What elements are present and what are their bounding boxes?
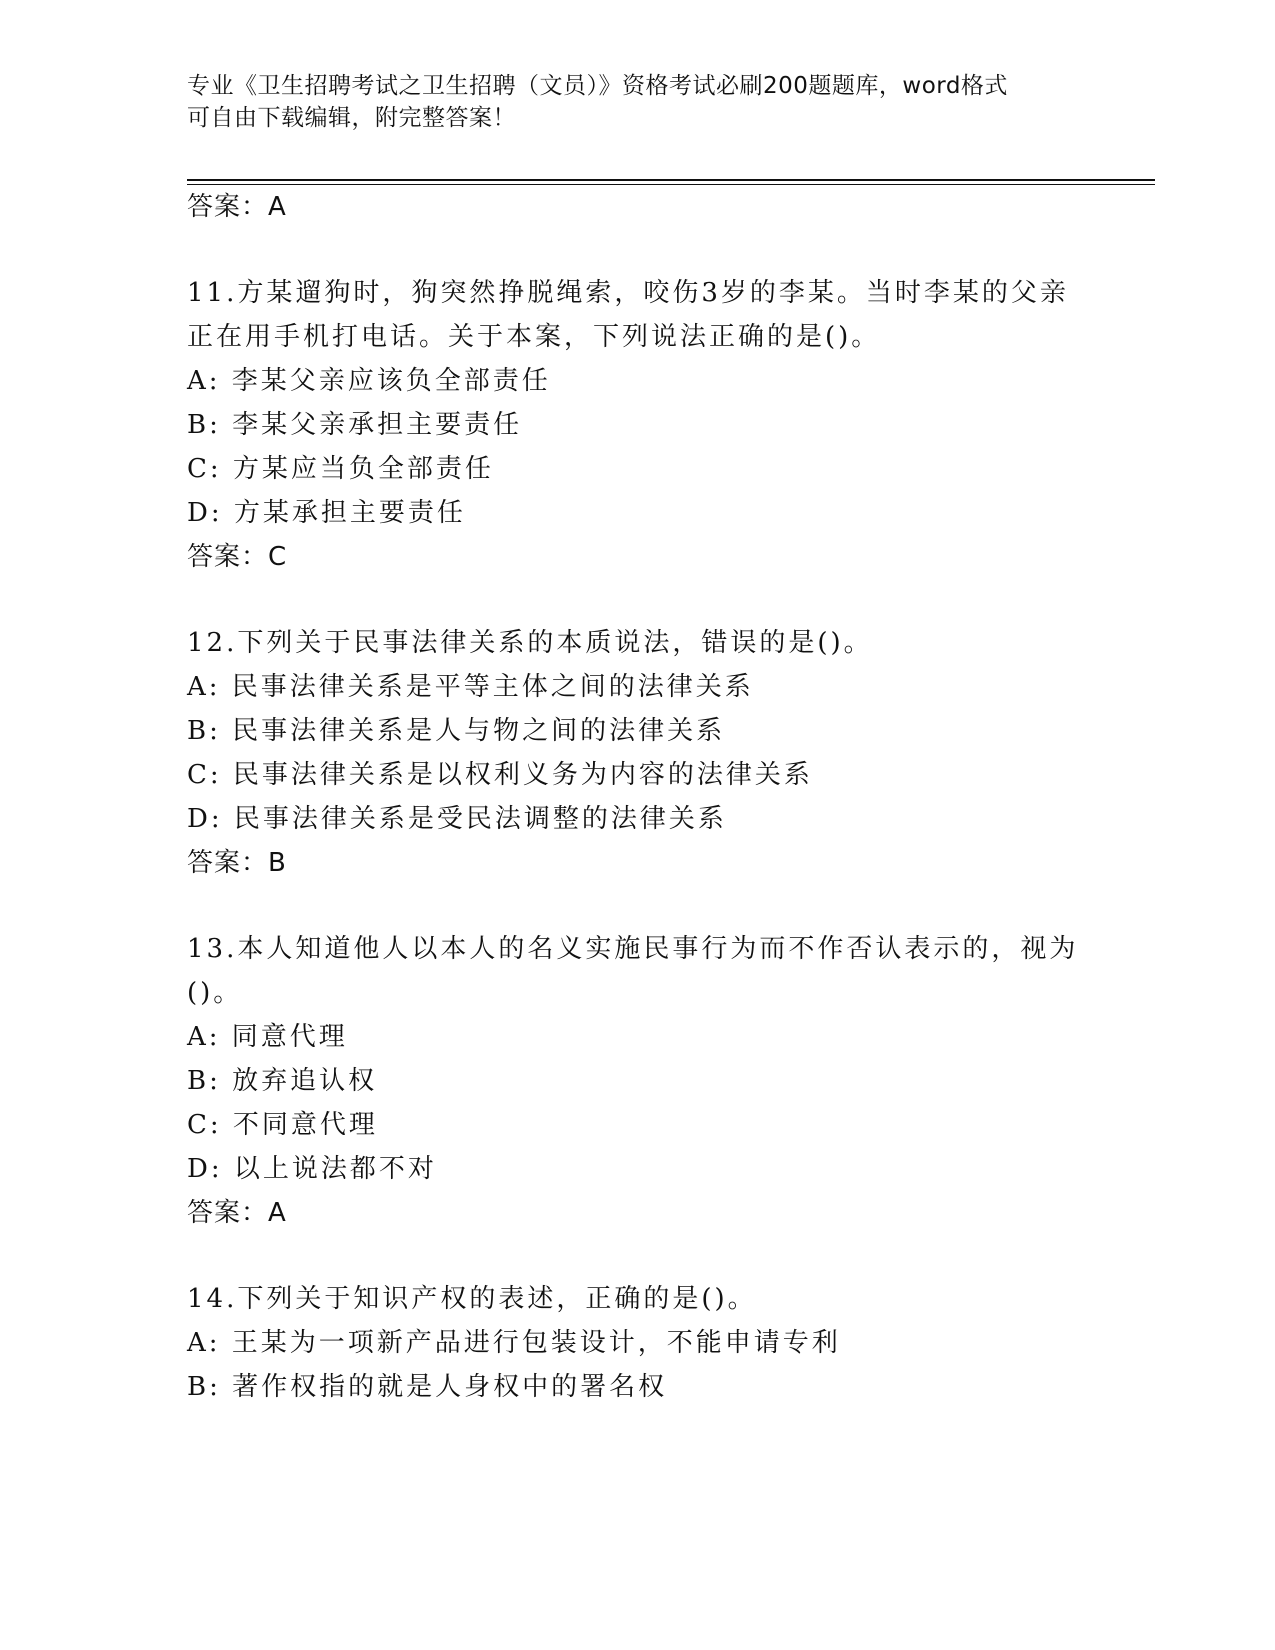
question-11-stem-1: 11.方某遛狗时，狗突然挣脱绳索，咬伤3岁的李某。当时李某的父亲 xyxy=(187,278,1069,308)
question-12-option-b: B: 民事法律关系是人与物之间的法律关系 xyxy=(187,716,726,746)
question-14-stem-1: 14.下列关于知识产权的表述，正确的是()。 xyxy=(187,1284,757,1314)
question-13-option-c: C: 不同意代理 xyxy=(187,1110,378,1140)
question-11-stem-2: 正在用手机打电话。关于本案，下列说法正确的是()。 xyxy=(187,322,881,352)
question-13-option-a: A: 同意代理 xyxy=(187,1022,348,1052)
answer-q11: 答案：C xyxy=(187,542,288,572)
question-11-option-a: A: 李某父亲应该负全部责任 xyxy=(187,366,551,396)
header-line-2: 可自由下载编辑，附完整答案！ xyxy=(187,105,516,131)
header-rule-thin xyxy=(187,184,1155,185)
answer-q13: 答案：A xyxy=(187,1198,287,1228)
question-12-stem-1: 12.下列关于民事法律关系的本质说法，错误的是()。 xyxy=(187,628,873,658)
question-12-option-d: D: 民事法律关系是受民法调整的法律关系 xyxy=(187,804,727,834)
question-11-option-c: C: 方某应当负全部责任 xyxy=(187,454,494,484)
question-13-stem-1: 13.本人知道他人以本人的名义实施民事行为而不作否认表示的，视为 xyxy=(187,934,1079,964)
answer-q12: 答案：B xyxy=(187,848,287,878)
question-14-option-b: B: 著作权指的就是人身权中的署名权 xyxy=(187,1372,668,1402)
question-13-option-b: B: 放弃追认权 xyxy=(187,1066,378,1096)
question-12-option-a: A: 民事法律关系是平等主体之间的法律关系 xyxy=(187,672,754,702)
document-header xyxy=(187,70,1067,134)
question-11-option-b: B: 李某父亲承担主要责任 xyxy=(187,410,523,440)
question-13-stem-2: ()。 xyxy=(187,978,243,1008)
answer-q10: 答案：A xyxy=(187,192,287,222)
question-12-option-c: C: 民事法律关系是以权利义务为内容的法律关系 xyxy=(187,760,813,790)
question-13-option-d: D: 以上说法都不对 xyxy=(187,1154,437,1184)
header-line-1: 专业《卫生招聘考试之卫生招聘（文员）》资格考试必刷200题题库，word格式 xyxy=(187,73,1008,99)
question-14-option-a: A: 王某为一项新产品进行包装设计，不能申请专利 xyxy=(187,1328,841,1358)
header-rule-thick xyxy=(187,179,1155,181)
question-11-option-d: D: 方某承担主要责任 xyxy=(187,498,466,528)
